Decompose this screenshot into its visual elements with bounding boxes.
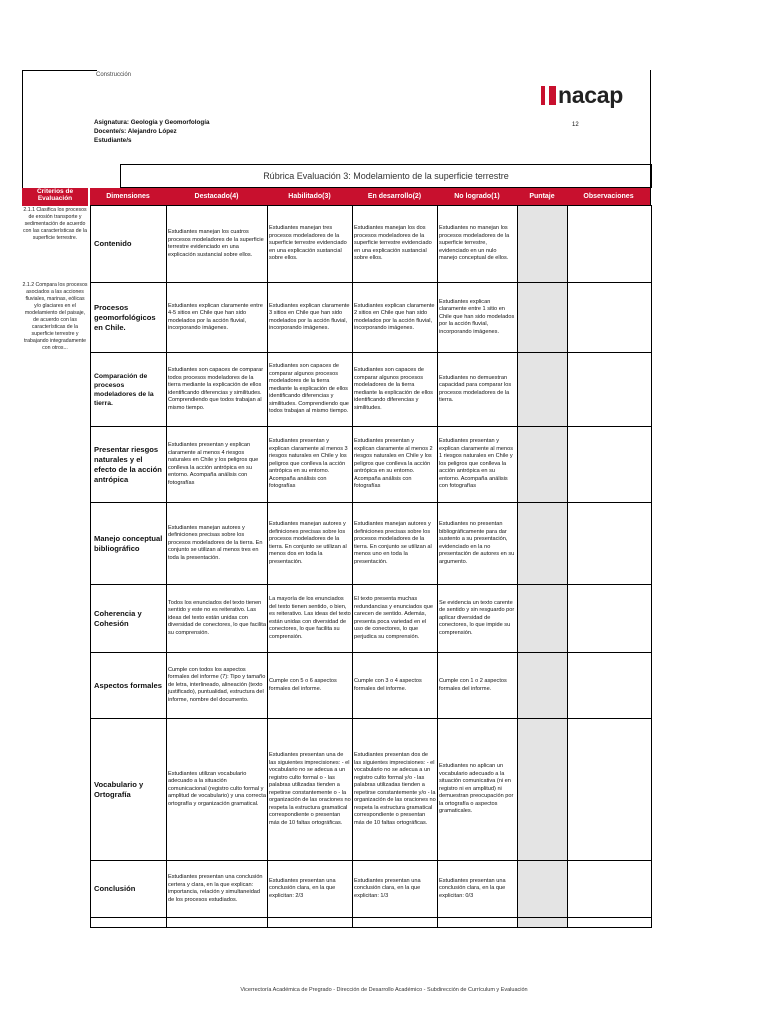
habilitado-cell: Estudiantes presentan una de las siguientes imprecisiones: - el vocabulario no se adecua a un registro culto formal o - las palabras utilizadas tienden a repetirse constantemente o - la organización de las oraciones no respeta la estructura gramatical correspondiente o presentan más de 10 faltas ortográficas.: [268, 719, 353, 861]
observaciones-cell[interactable]: [568, 653, 652, 719]
dim-cell: Procesos geomorfológicos en Chile.: [91, 283, 167, 353]
habilitado-cell: Estudiantes presentan y explican claramente al menos 3 riesgos naturales en Chile y los peligros que conlleva la acción antrópica en su entorno. Acompaña análisis con fotografías: [268, 427, 353, 503]
en-desarrollo-cell: [353, 918, 438, 928]
habilitado-cell: Estudiantes explican claramente 3 sitios en Chile que han sido modelados por la acción fluvial, incorporando imágenes.: [268, 283, 353, 353]
habilitado-cell: Cumple con 5 o 6 aspectos formales del informe.: [268, 653, 353, 719]
destacado-cell: Estudiantes presentan y explican claramente al menos 4 riesgos naturales en Chile y los peligros que conlleva la acción antrópica en su entorno. Acompaña análisis con fotografías: [167, 427, 268, 503]
table-row: [91, 719, 652, 861]
col-destacado: Destacado(4): [194, 193, 239, 200]
rubric-table: [90, 205, 652, 928]
docente: Docente/s: Alejandro López: [94, 128, 177, 135]
puntaje-cell[interactable]: [518, 585, 568, 653]
observaciones-cell[interactable]: [568, 283, 652, 353]
destacado-cell: Estudiantes manejan los cuatros procesos modeladores de la superficie terrestre evidenciado en una explicación sustancial sobre ellos.: [167, 206, 268, 283]
destacado-cell: Cumple con todos los aspectos formales del informe (7): Tipo y tamaño de letra, interlineado, alineación (texto justificado), puntualidad, estructura del informe, nombre del documento.: [167, 653, 268, 719]
table-row: [91, 353, 652, 427]
table-row: [91, 206, 652, 283]
criterios-heading: Criterios de Evaluación: [22, 188, 88, 206]
table-header: [90, 188, 650, 205]
puntaje-cell[interactable]: [518, 353, 568, 427]
puntaje-cell[interactable]: [518, 653, 568, 719]
puntaje-cell[interactable]: [518, 918, 568, 928]
dim-cell: Presentar riesgos naturales y el efecto de la acción antrópica: [91, 427, 167, 503]
en-desarrollo-cell: Estudiantes manejan los dos procesos modeladores de la superficie terrestre evidenciado en una explicación sustancial sobre ellos.: [353, 206, 438, 283]
habilitado-cell: [268, 918, 353, 928]
col-en-desarrollo: En desarrollo(2): [367, 193, 422, 200]
puntaje-cell[interactable]: [518, 503, 568, 585]
observaciones-cell[interactable]: [568, 861, 652, 918]
puntaje-cell[interactable]: [518, 861, 568, 918]
header-rule-top: [22, 70, 97, 71]
header-rule-left: [22, 70, 23, 205]
estudiante: Estudiante/s: [94, 137, 132, 144]
table-row: [91, 283, 652, 353]
dim-cell: [91, 918, 167, 928]
dim-cell: Comparación de procesos modeladores de la tierra.: [91, 353, 167, 427]
criterio-1: 2.1.1 Clasifica los procesos de erosión transporte y sedimentación de acuerdo con las características de la superficie terrestre.: [22, 207, 87, 241]
col-habilitado: Habilitado(3): [288, 193, 331, 200]
puntaje-cell[interactable]: [518, 283, 568, 353]
no-logrado-cell: Estudiantes explican claramente entre 1 sitio en Chile que han sido modelados por la acción fluvial, incorporando imágenes.: [438, 283, 518, 353]
asignatura: Asignatura: Geología y Geomorfología: [94, 119, 210, 126]
table-row: [91, 585, 652, 653]
table-row: [91, 861, 652, 918]
no-logrado-cell: Estudiantes presentan una conclusión clara, en la que explicitan: 0/3: [438, 861, 518, 918]
no-logrado-cell: Se evidencia un texto carente de sentido y sin resguardo por aplicar diversidad de conectores, lo que impide su comprensión.: [438, 585, 518, 653]
dim-cell: Conclusión: [91, 861, 167, 918]
dim-cell: Contenido: [91, 206, 167, 283]
col-observaciones: Observaciones: [583, 193, 634, 200]
observaciones-cell[interactable]: [568, 585, 652, 653]
logo-mark-icon: [541, 86, 556, 105]
observaciones-cell[interactable]: [568, 206, 652, 283]
puntaje-cell[interactable]: [518, 719, 568, 861]
destacado-cell: Estudiantes utilizan vocabulario adecuado a la situación comunicacional (registro culto formal y amplitud de vocabulario) y una correcta ortografía y organización gramatical.: [167, 719, 268, 861]
observaciones-cell[interactable]: [568, 427, 652, 503]
en-desarrollo-cell: Cumple con 3 o 4 aspectos formales del informe.: [353, 653, 438, 719]
table-row: [91, 918, 652, 928]
table-row: [91, 427, 652, 503]
observaciones-cell[interactable]: [568, 353, 652, 427]
habilitado-cell: La mayoría de los enunciados del texto tienen sentido, o bien, es reiterativo. Las ideas del texto están unidas con diversidad de conectores, lo que facilita su comprensión.: [268, 585, 353, 653]
dim-cell: Aspectos formales: [91, 653, 167, 719]
rubric-title: Rúbrica Evaluación 3: Modelamiento de la superficie terrestre: [120, 164, 652, 188]
puntaje-cell[interactable]: [518, 427, 568, 503]
en-desarrollo-cell: El texto presenta muchas redundancias y enunciados que carecen de sentido. Además, presenta poca variedad en el uso de conectores, lo que perjudica su comprensión.: [353, 585, 438, 653]
dim-cell: Manejo conceptual bibliográfico: [91, 503, 167, 585]
puntaje-cell[interactable]: [518, 206, 568, 283]
no-logrado-cell: Estudiantes no presentan bibliográficamente para dar sustento a su presentación, evidenciado en la no presentación de autores en su argumento.: [438, 503, 518, 585]
col-puntaje: Puntaje: [529, 193, 555, 200]
criterio-2: 2.1.2 Compara los procesos asociados a las acciones fluviales, marinas, eólicas y/o glaciares en el modelamiento del paisaje, de acuerdo con las características de la superficie terrestre y trabajando integradamente con otros...: [22, 282, 88, 351]
table-row: [91, 503, 652, 585]
destacado-cell: Todos los enunciados del texto tienen sentido y este no es reiterativo. Las ideas del texto están unidas con diversidad de conectores, lo que facilita su comprensión.: [167, 585, 268, 653]
destacado-cell: Estudiantes son capaces de comparar todos procesos modeladores de la tierra mediante la explicación de ellos identificando diferencias y similitudes. Comprendiendo que todos trabajan al mismo tiempo.: [167, 353, 268, 427]
habilitado-cell: Estudiantes presentan una conclusión clara, en la que explicitan: 2/3: [268, 861, 353, 918]
observaciones-cell[interactable]: [568, 719, 652, 861]
en-desarrollo-cell: Estudiantes manejan autores y definiciones precisas sobre los procesos modeladores de la tierra. En conjunto se utilizan al menos uno en toda la presentación.: [353, 503, 438, 585]
en-desarrollo-cell: Estudiantes presentan dos de las siguientes imprecisiones: - el vocabulario no se adecua a un registro culto formal y/o - las palabras utilizadas tienden a repetirse constantemente y/o - la organización de las oraciones no respeta la estructura gramatical correspondiente o presentan más de 10 faltas ortográficas.: [353, 719, 438, 861]
no-logrado-cell: Cumple con 1 o 2 aspectos formales del informe.: [438, 653, 518, 719]
habilitado-cell: Estudiantes manejan autores y definiciones precisas sobre los procesos modeladores de la tierra. En conjunto se utilizan al menos dos en toda la presentación.: [268, 503, 353, 585]
destacado-cell: Estudiantes manejan autores y definiciones precisas sobre los procesos modeladores de la tierra. En conjunto se utilizan al menos tres en toda la presentación.: [167, 503, 268, 585]
en-desarrollo-cell: Estudiantes presentan una conclusión clara, en la que explicitan: 1/3: [353, 861, 438, 918]
no-logrado-cell: Estudiantes presentan y explican claramente al menos 1 riesgos naturales en Chile y los peligros que conlleva la acción antrópica en su entorno. Acompaña análisis con fotografías: [438, 427, 518, 503]
page-number: 12: [572, 122, 579, 128]
destacado-cell: Estudiantes presentan una conclusión certera y clara, en la que explican: importancia, relación y simultaneidad de los procesos estudiados.: [167, 861, 268, 918]
table-row: [91, 653, 652, 719]
observaciones-cell[interactable]: [568, 503, 652, 585]
no-logrado-cell: Estudiantes no manejan los procesos modeladores de la superficie terrestre, evidenciado en un nulo manejo conceptual de ellos.: [438, 206, 518, 283]
dim-cell: Vocabulario y Ortografía: [91, 719, 167, 861]
no-logrado-cell: [438, 918, 518, 928]
en-desarrollo-cell: Estudiantes son capaces de comparar algunos procesos modeladores de la tierra mediante la explicación de ellos identificando diferencias y similitudes.: [353, 353, 438, 427]
dim-cell: Coherencia y Cohesión: [91, 585, 167, 653]
page-footer: Vicerrectoría Académica de Pregrado - Dirección de Desarrollo Académico - Subdirección de Currículum y Evaluación: [240, 987, 528, 993]
section-label: Construcción: [96, 72, 132, 78]
observaciones-cell[interactable]: [568, 918, 652, 928]
destacado-cell: Estudiantes explican claramente entre 4-5 sitios en Chile que han sido modelados por la acción fluvial, incorporando imágenes.: [167, 283, 268, 353]
no-logrado-cell: Estudiantes no aplican un vocabulario adecuado a la situación comunicativa (ni en registro ni en amplitud) ni demuestran preocupación por la ortografía o aspectos gramaticales.: [438, 719, 518, 861]
destacado-cell: [167, 918, 268, 928]
habilitado-cell: Estudiantes manejan tres procesos modeladores de la superficie terrestre evidenciado en una explicación sustancial sobre ellos.: [268, 206, 353, 283]
inacap-logo: nacap: [541, 82, 623, 108]
en-desarrollo-cell: Estudiantes presentan y explican claramente al menos 2 riesgos naturales en Chile y los peligros que conlleva la acción antrópica en su entorno. Acompaña análisis con fotografías: [353, 427, 438, 503]
no-logrado-cell: Estudiantes no demuestran capacidad para comparar los procesos modeladores de la tierra.: [438, 353, 518, 427]
habilitado-cell: Estudiantes son capaces de comparar algunos procesos modeladores de la tierra mediante la explicación de ellos identificando diferencias y similitudes. Comprendiendo que todos trabajan al mismo tiempo.: [268, 353, 353, 427]
en-desarrollo-cell: Estudiantes explican claramente 2 sitios en Chile que han sido modelados por la acción fluvial, incorporando imágenes.: [353, 283, 438, 353]
col-no-logrado: No logrado(1): [454, 193, 500, 200]
col-dimensiones: Dimensiones: [106, 193, 150, 200]
